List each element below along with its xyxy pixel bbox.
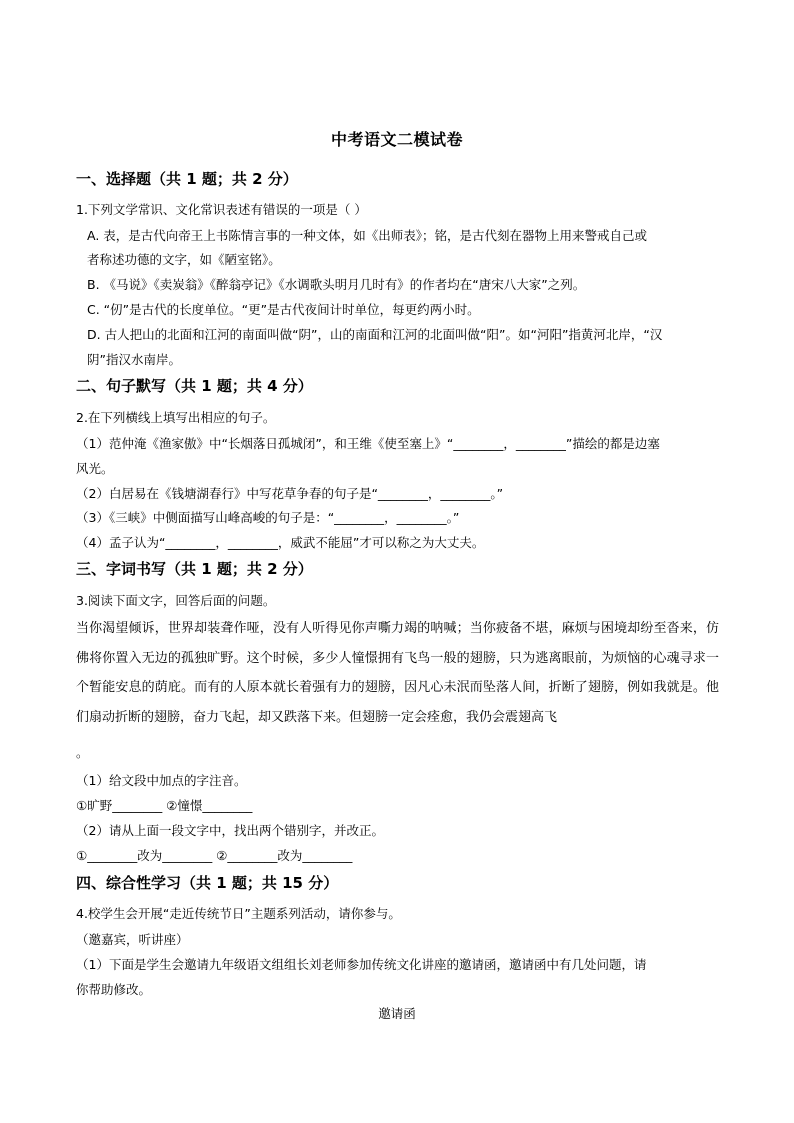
question-2-item-1-line-2: 风光。 <box>76 461 114 476</box>
section-heading-2: 二、句子默写（共 1 题；共 4 分） <box>76 377 313 395</box>
question-2-stem: 2.在下列横线上填写出相应的句子。 <box>76 410 276 425</box>
question-4-sub-1-line-2: 你帮助修改。 <box>76 982 152 997</box>
question-4-subheading: （邀嘉宾，听讲座） <box>76 932 189 947</box>
invitation-letter-title: 邀请函 <box>378 1006 416 1021</box>
question-1-option-b: B. 《马说》《卖炭翁》《醉翁亭记》《水调歌头明月几时有》的作者均在“唐宋八大家”之列。 <box>87 277 586 292</box>
question-1-option-d-line-2: 阴”指汉水南岸。 <box>87 352 181 367</box>
question-3-sub-1-blanks: ①旷野________ ②憧憬________ <box>76 798 253 813</box>
question-1-stem: 1.下列文学常识、文化常识表述有错误的一项是（ ） <box>76 202 367 217</box>
question-1-option-c: C. “仞”是古代的长度单位。“更”是古代夜间计时单位，每更约两小时。 <box>87 302 480 317</box>
question-1-option-d-line-1: D. 古人把山的北面和江河的南面叫做“阴”，山的南面和江河的北面叫做“阳”。如“河阳”指黄河北岸，“汉 <box>87 327 663 342</box>
section-heading-4: 四、综合性学习（共 1 题；共 15 分） <box>76 874 339 892</box>
question-4-stem: 4.校学生会开展“走近传统节日”主题系列活动，请你参与。 <box>76 906 401 921</box>
question-3-stem: 3.阅读下面文字，回答后面的问题。 <box>76 593 276 608</box>
question-1-option-a-line-1: A. 表，是古代向帝王上书陈情言事的一种文体，如《出师表》；铭，是古代刻在器物上用来警戒自己或 <box>87 228 648 243</box>
question-3-sub-1: （1）给文段中加点的字注音。 <box>76 773 247 788</box>
page-title: 中考语文二模试卷 <box>330 130 463 149</box>
question-2-item-2: （2）白居易在《钱塘湖春行》中写花草争春的句子是“________，________。” <box>76 486 504 501</box>
question-2-item-4: （4）孟子认为“________，________，威武不能屈”才可以称之为大丈夫。 <box>76 535 485 550</box>
question-3-passage-end: 。 <box>76 745 89 760</box>
question-2-item-3: （3）《三峡》中侧面描写山峰高峻的句子是：“________，________。” <box>76 510 460 525</box>
question-4-sub-1-line-1: （1）下面是学生会邀请九年级语文组组长刘老师参加传统文化讲座的邀请函，邀请函中有几处问题，请 <box>76 957 647 972</box>
question-1-option-a-line-2: 者称述功德的文字，如《陋室铭》。 <box>87 252 281 267</box>
question-3-sub-2: （2）请从上面一段文字中，找出两个错别字，并改正。 <box>76 823 384 838</box>
question-2-item-1-line-1: （1）范仲淹《渔家傲》中“长烟落日孤城闭”，和王维《使至塞上》“________，________”描绘的都是边塞 <box>76 436 660 451</box>
question-3-passage: 当你渴望倾诉，世界却装聋作哑，没有人听得见你声嘶力竭的呐喊；当你疲备不堪，麻烦与困境却纷至沓来，仿佛将你置入无边的孤独旷野。这个时候，多少人憧憬拥有飞鸟一般的翅膀，只为逃离眼前，为烦恼的心魂寻求一个暂能安息的荫庇。而有的人原本就长着强有力的翅膀，因凡心未泯而坠落人间，折断了翅膀，例如我就是。他们扇动折断的翅膀，奋力飞起，却又跌落下来。但翅膀一定会痊愈，我仍会震翅高飞 <box>76 621 719 725</box>
question-3-sub-2-blanks: ①________改为________ ②________改为________ <box>76 848 353 863</box>
section-heading-1: 一、选择题（共 1 题；共 2 分） <box>76 170 298 188</box>
section-heading-3: 三、字词书写（共 1 题；共 2 分） <box>76 560 313 578</box>
